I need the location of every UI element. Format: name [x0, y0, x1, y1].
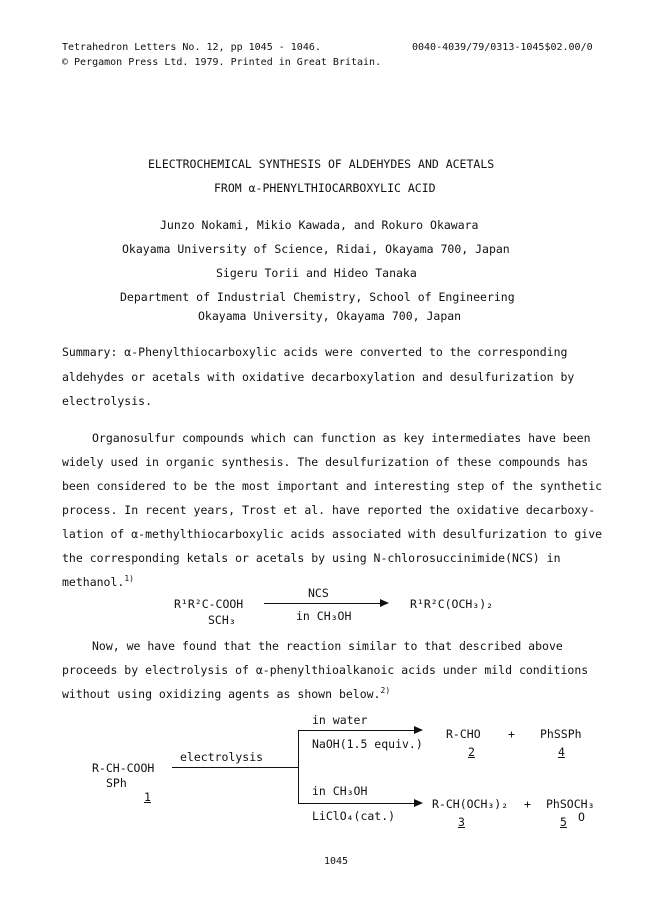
para1-line-5: lation of α-methylthiocarboxylic acids associated with desulfurization to give — [62, 527, 603, 541]
article-code: 0040-4039/79/0313-1045$02.00/0 — [412, 42, 593, 53]
scheme2-lower-plus: + — [524, 797, 531, 811]
scheme2-upper-product-2: PhSSPh — [540, 727, 582, 741]
scheme2-lower-product-2-sub: O — [578, 810, 585, 824]
para1-line-7: methanol.$^{1)}$ — [62, 574, 134, 589]
affiliation-2b: Okayama University, Okayama 700, Japan — [198, 309, 462, 323]
scheme2-upper-number-2: 4 — [558, 745, 565, 759]
scheme2-upper-plus: + — [508, 727, 515, 741]
para2-line-2: proceeds by electrolysis of α-phenylthioalkanoic acids under mild conditions — [62, 663, 589, 677]
scheme2-branch-line — [298, 730, 299, 804]
scheme1-arrow — [264, 603, 382, 604]
scheme2-lower-product-2: PhSOCH₃ — [546, 797, 595, 811]
para1-line-3: been considered to be the most important and interesting step of the synthetic — [62, 479, 603, 493]
reference-1: 1) — [124, 574, 134, 584]
scheme2-lower-number-1: 3 — [458, 815, 465, 829]
para1-line-6: the corresponding ketals or acetals by using N-chlorosuccinimide(NCS) in — [62, 551, 561, 565]
scheme2-lower-arrow-head — [414, 799, 423, 807]
copyright-line: © Pergamon Press Ltd. 1979. Printed in Great Britain. — [62, 57, 382, 68]
scheme2-lower-product-1: R-CH(OCH₃)₂ — [432, 797, 509, 811]
para2-line-3: without using oxidizing agents as shown below.$^{2)}$ — [62, 686, 391, 701]
scheme1-reactant-sub: SCH₃ — [208, 613, 236, 627]
scheme1-solvent: in CH₃OH — [296, 609, 352, 623]
summary-line-2: aldehydes or acetals with oxidative decarboxylation and desulfurization by — [62, 370, 575, 384]
title-line-2: FROM α-PHENYLTHIOCARBOXYLIC ACID — [214, 181, 436, 195]
scheme2-lower-condition-1: in CH₃OH — [312, 784, 368, 798]
para1-line-2: widely used in organic synthesis. The desulfurization of these compounds has — [62, 455, 589, 469]
para2-line-1: Now, we have found that the reaction similar to that described above — [92, 639, 563, 653]
scheme2-upper-product-1: R-CHO — [446, 727, 481, 741]
para1-line-4: process. In recent years, Trost et al. have reported the oxidative decarboxy- — [62, 503, 596, 517]
scheme2-upper-arrow — [298, 730, 416, 731]
scheme2-lower-arrow — [298, 803, 416, 804]
scheme2-reactant: R-CH-COOH — [92, 761, 155, 775]
scheme2-reactant-number: 1 — [144, 790, 151, 804]
scheme1-product: R¹R²C(OCH₃)₂ — [410, 597, 494, 611]
scheme2-upper-number-1: 2 — [468, 745, 475, 759]
scheme1-arrow-head — [380, 599, 389, 607]
affiliation-2a: Department of Industrial Chemistry, School of Engineering — [120, 290, 515, 304]
summary-line-3: electrolysis. — [62, 394, 153, 408]
scheme2-lower-condition-2: LiClO₄(cat.) — [312, 809, 396, 823]
title-line-1: ELECTROCHEMICAL SYNTHESIS OF ALDEHYDES AND ACETALS — [148, 157, 495, 171]
journal-citation: Tetrahedron Letters No. 12, pp 1045 - 1046. — [62, 42, 321, 53]
authors-group-1: Junzo Nokami, Mikio Kawada, and Rokuro Okawara — [160, 218, 479, 232]
scheme2-upper-condition-1: in water — [312, 713, 368, 727]
scheme2-reactant-sub: SPh — [106, 776, 127, 790]
scheme2-upper-condition-2: NaOH(1.5 equiv.) — [312, 737, 423, 751]
reference-2: 2) — [380, 686, 391, 696]
scheme1-reactant: R¹R²C-COOH — [174, 597, 244, 611]
summary-line-1: Summary: α-Phenylthiocarboxylic acids were converted to the corresponding — [62, 345, 568, 359]
affiliation-1: Okayama University of Science, Ridai, Okayama 700, Japan — [122, 242, 510, 256]
scheme2-main-line — [172, 767, 298, 768]
scheme1-reagent: NCS — [308, 586, 329, 600]
para1-line-1: Organosulfur compounds which can function as key intermediates have been — [92, 431, 591, 445]
authors-group-2: Sigeru Torii and Hideo Tanaka — [216, 266, 417, 280]
scheme2-upper-arrow-head — [414, 726, 423, 734]
scheme2-lower-number-2: 5 — [560, 815, 567, 829]
page-number: 1045 — [324, 856, 349, 867]
scheme2-process-label: electrolysis — [180, 750, 264, 764]
